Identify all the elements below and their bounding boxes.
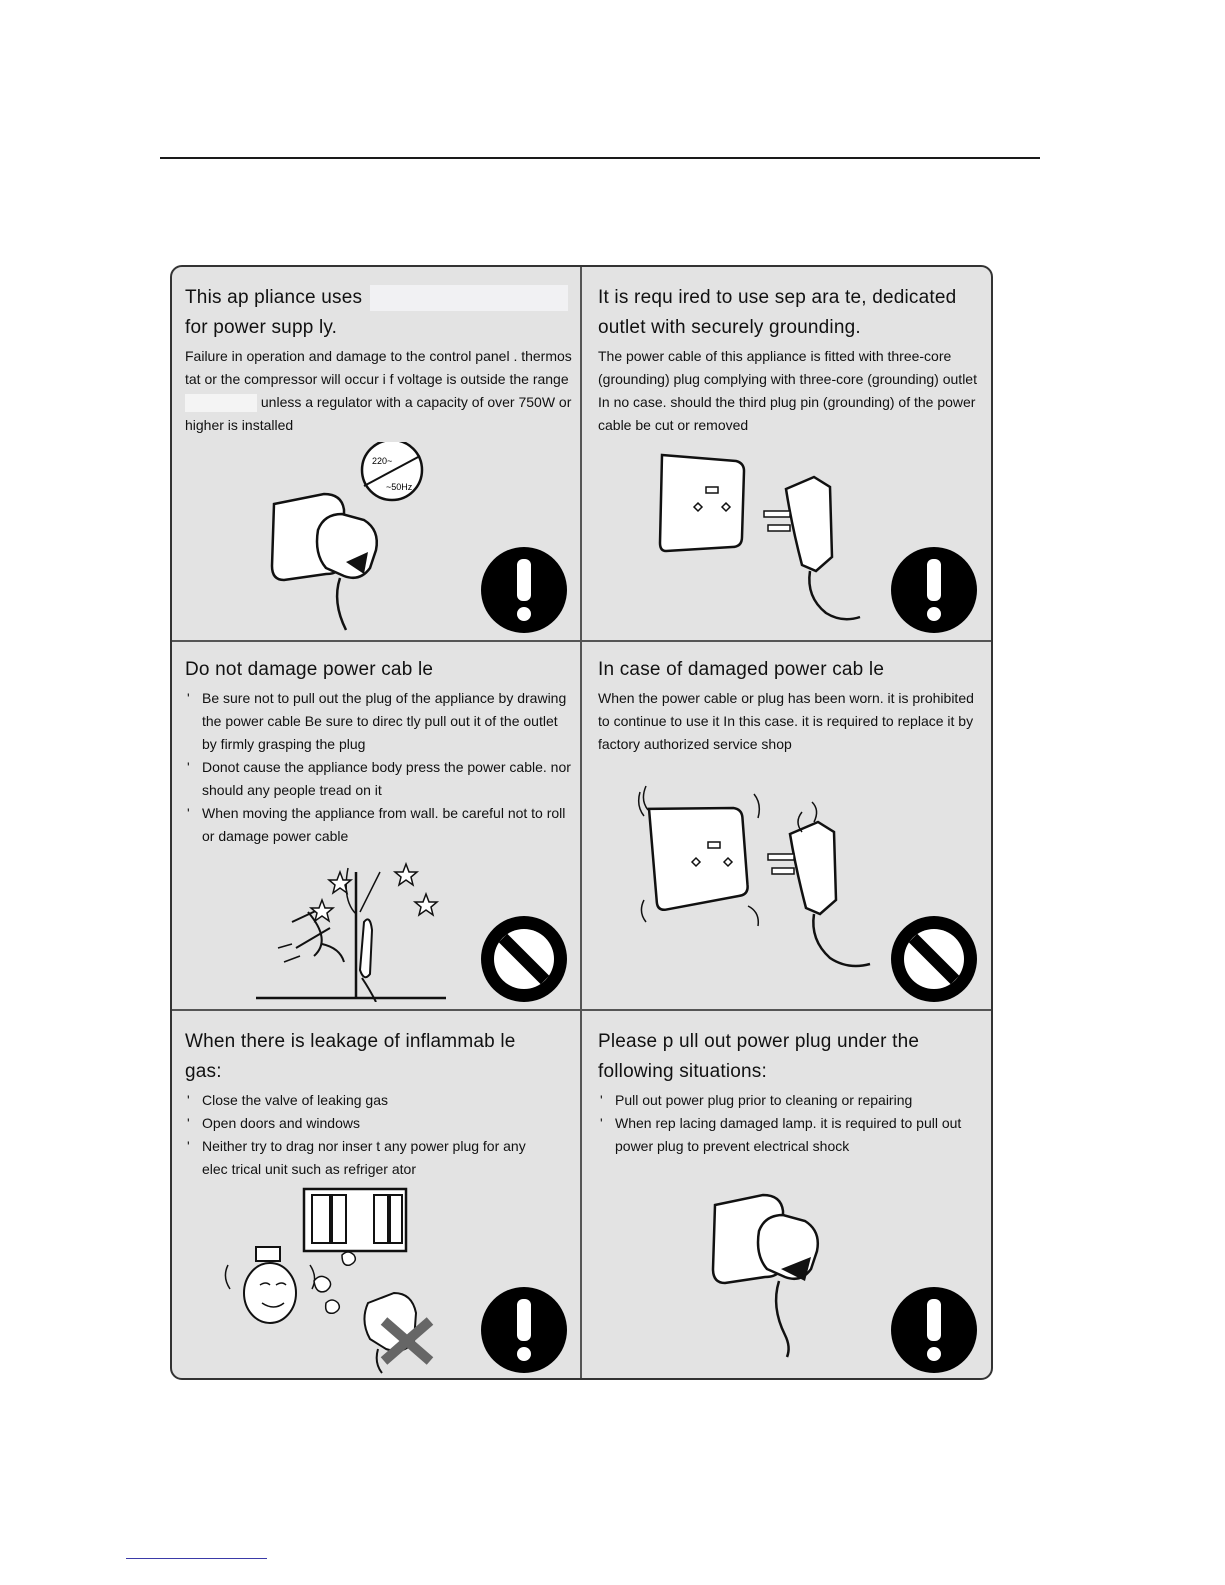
panel-body: Failure in operation and damage to the control panel . thermos tat or the compressor will occur i f voltage is outside the range unless a regulator with a capacity of over 750W or higher is installed — [185, 348, 572, 433]
list-item: ' Be sure not to pull out the plug of the appliance by drawing the power cable Be sure to direc tly pull out it of the outlet by firmly grasping the plug — [185, 687, 574, 756]
mandatory-sign — [480, 1286, 568, 1374]
exclamation-icon — [890, 1286, 978, 1374]
list-item: ' Open doors and windows — [185, 1112, 550, 1135]
list-item: ' Pull out power plug prior to cleaning or repairing — [598, 1089, 989, 1112]
outlet-and-plug-illustration — [656, 447, 881, 627]
panel-title: This ap pliance uses for power supp ly. — [185, 283, 574, 343]
tripping-person-illustration — [252, 852, 452, 1002]
prohibition-sign — [890, 915, 978, 1003]
panel-title: Do not damage power cab le — [185, 659, 434, 680]
list-item: ' When rep lacing damaged lamp. it is required to pull out power plug to prevent electrical shock — [598, 1112, 989, 1158]
exclamation-icon — [480, 546, 568, 634]
mandatory-sign — [890, 546, 978, 634]
list-item: ' Donot cause the appliance body press the power cable. nor should any people tread on it — [185, 756, 574, 802]
redacted-area — [185, 394, 257, 412]
panel-title: When there is leakage of inflammab le gas: — [185, 1031, 516, 1082]
mandatory-sign — [890, 1286, 978, 1374]
svg-text:220~: 220~ — [372, 456, 393, 466]
safety-grid — [170, 265, 993, 1380]
panel-title: In case of damaged power cab le — [598, 659, 885, 680]
bullet-list — [185, 1089, 550, 1181]
redacted-area — [370, 285, 568, 311]
bullet-list — [598, 1089, 989, 1158]
plug-voltage-illustration — [264, 442, 434, 634]
mandatory-sign — [480, 546, 568, 634]
footer-link-underline[interactable] — [126, 1558, 267, 1559]
prohibited-icon — [890, 915, 978, 1003]
prohibition-sign — [480, 915, 568, 1003]
bullet-list — [185, 687, 574, 848]
damaged-outlet-plug-illustration — [634, 782, 894, 982]
list-item: ' Neither try to drag nor inser t any power plug for any elec trical unit such as refriger ator — [185, 1135, 550, 1181]
panel-body: The power cable of this appliance is fitted with three-core (grounding) plug complying with three-core (grounding) outlet In no case. should the third plug pin (grounding) of the power cable be cut or removed — [598, 348, 977, 433]
gas-leak-illustration — [218, 1185, 448, 1375]
svg-text:~50Hz: ~50Hz — [386, 482, 413, 492]
header-rule — [160, 157, 1040, 159]
panel-title: Please p ull out power plug under the following situations: — [598, 1031, 920, 1082]
panel-title: It is requ ired to use sep ara te, dedicated outlet with securely grounding. — [598, 287, 957, 338]
list-item: ' When moving the appliance from wall. be careful not to roll or damage power cable — [185, 802, 574, 848]
prohibited-icon — [480, 915, 568, 1003]
list-item: ' Close the valve of leaking gas — [185, 1089, 550, 1112]
unplugging-illustration — [707, 1185, 857, 1360]
exclamation-icon — [480, 1286, 568, 1374]
panel-body: When the power cable or plug has been worn. it is prohibited to continue to use it In this case. it is required to replace it by factory authorized service shop — [598, 690, 974, 752]
exclamation-icon — [890, 546, 978, 634]
